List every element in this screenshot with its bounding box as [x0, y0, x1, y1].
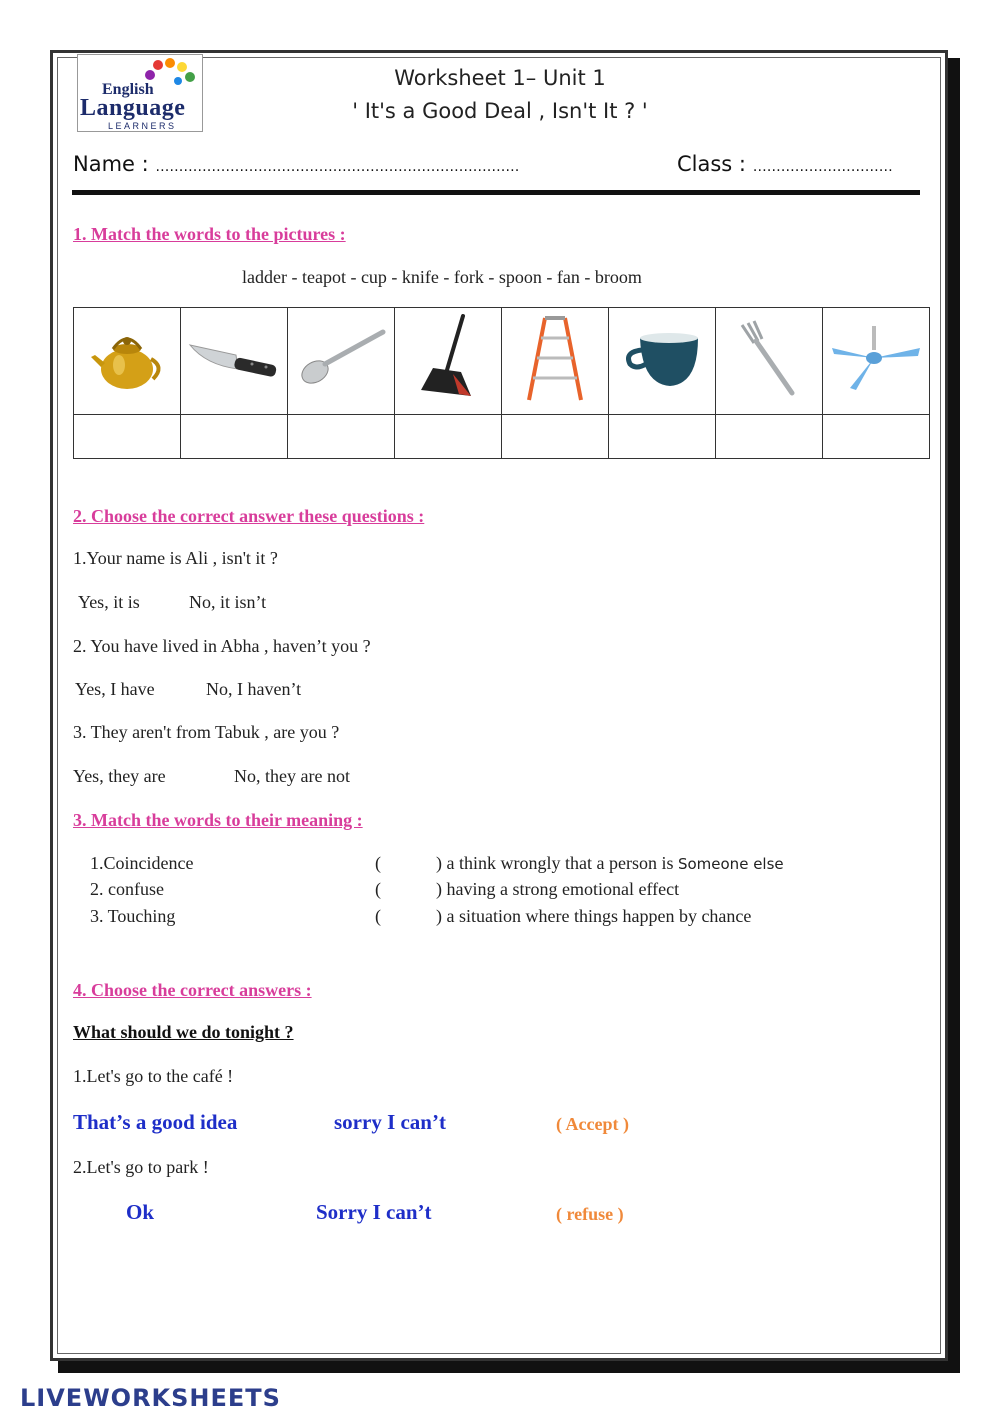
answer-cell[interactable]	[502, 415, 609, 459]
answer-cell[interactable]	[716, 415, 823, 459]
picture-cell	[502, 308, 609, 415]
answer-cell[interactable]	[823, 415, 930, 459]
fork-icon	[734, 319, 804, 399]
answer-cell[interactable]	[609, 415, 716, 459]
class-label: Class :	[677, 152, 746, 176]
answer-cell[interactable]	[395, 415, 502, 459]
section-3-heading: 3. Match the words to their meaning :	[73, 810, 363, 830]
item-2: 2.Let's go to park !	[73, 1157, 209, 1177]
match-meaning: ) a think wrongly that a person is Someone else	[436, 853, 784, 873]
picture-cell	[288, 308, 395, 415]
broom-icon	[413, 314, 483, 404]
answer-cell[interactable]	[288, 415, 395, 459]
teapot-icon	[87, 319, 167, 399]
item-1: 1.Let's go to the café !	[73, 1066, 234, 1086]
q2-option-b[interactable]: No, I haven’t	[206, 679, 302, 699]
name-label: Name :	[73, 152, 149, 176]
match-meaning: ) having a strong emotional effect	[436, 879, 680, 899]
word-bank: ladder - teapot - cup - knife - fork - spoon - fan - broom	[242, 267, 642, 287]
q1-option-a[interactable]: Yes, it is	[78, 592, 140, 612]
match-word: 1.Coincidence	[90, 853, 194, 873]
item-2-tag: ( refuse )	[556, 1204, 624, 1224]
question-3: 3. They aren't from Tabuk , are you ?	[73, 722, 340, 742]
header-rule	[72, 190, 920, 195]
ladder-icon	[525, 314, 585, 404]
picture-cell	[823, 308, 930, 415]
item-1-tag: ( Accept )	[556, 1114, 629, 1134]
logo-line-1: English	[102, 81, 154, 98]
class-dots: …………………………	[752, 159, 893, 175]
knife-icon	[186, 329, 282, 389]
item-1-option-a[interactable]: That’s a good idea	[73, 1110, 238, 1134]
match-meaning: ) a situation where things happen by chance	[436, 906, 752, 926]
section-4-question: What should we do tonight ?	[73, 1022, 294, 1042]
watermark: LIVEWORKSHEETS	[20, 1384, 281, 1412]
picture-cell	[716, 308, 823, 415]
question-2: 2. You have lived in Abha , haven’t you ?	[73, 636, 371, 656]
match-word: 3. Touching	[90, 906, 176, 926]
logo-line-2: Language	[80, 95, 186, 121]
picture-cell	[395, 308, 502, 415]
answer-cell[interactable]	[181, 415, 288, 459]
section-2-heading: 2. Choose the correct answer these questions :	[73, 506, 425, 526]
q2-option-a[interactable]: Yes, I have	[75, 679, 155, 699]
fan-icon	[828, 324, 924, 394]
match-word: 2. confuse	[90, 879, 164, 899]
spoon-icon	[293, 324, 389, 394]
picture-cell	[181, 308, 288, 415]
match-blank[interactable]: (	[375, 853, 381, 873]
class-field[interactable]	[677, 152, 893, 176]
match-meaning-extra: Someone else	[677, 855, 784, 873]
match-blank[interactable]: (	[375, 879, 381, 899]
cup-icon	[620, 324, 704, 394]
item-2-option-a[interactable]: Ok	[126, 1200, 155, 1224]
q3-option-b[interactable]: No, they are not	[234, 766, 350, 786]
match-blank[interactable]: (	[375, 906, 381, 926]
worksheet-subtitle: ' It's a Good Deal , Isn't It ? '	[352, 99, 648, 123]
worksheet-title: Worksheet 1– Unit 1	[394, 66, 606, 90]
question-1: 1.Your name is Ali , isn't it ?	[73, 548, 278, 568]
answer-cell[interactable]	[74, 415, 181, 459]
q3-option-a[interactable]: Yes, they are	[73, 766, 166, 786]
name-dots: ……………………………………………………………………	[155, 159, 520, 175]
picture-cell	[74, 308, 181, 415]
picture-match-table	[73, 307, 930, 459]
picture-cell	[609, 308, 716, 415]
name-field[interactable]	[73, 152, 519, 176]
item-1-option-b[interactable]: sorry I can’t	[334, 1110, 446, 1134]
item-2-option-b[interactable]: Sorry I can’t	[316, 1200, 432, 1224]
section-4-heading: 4. Choose the correct answers :	[73, 980, 312, 1000]
q1-option-b[interactable]: No, it isn’t	[189, 592, 267, 612]
logo-line-3: LEARNERS	[108, 121, 177, 131]
section-1-heading: 1. Match the words to the pictures :	[73, 224, 346, 244]
